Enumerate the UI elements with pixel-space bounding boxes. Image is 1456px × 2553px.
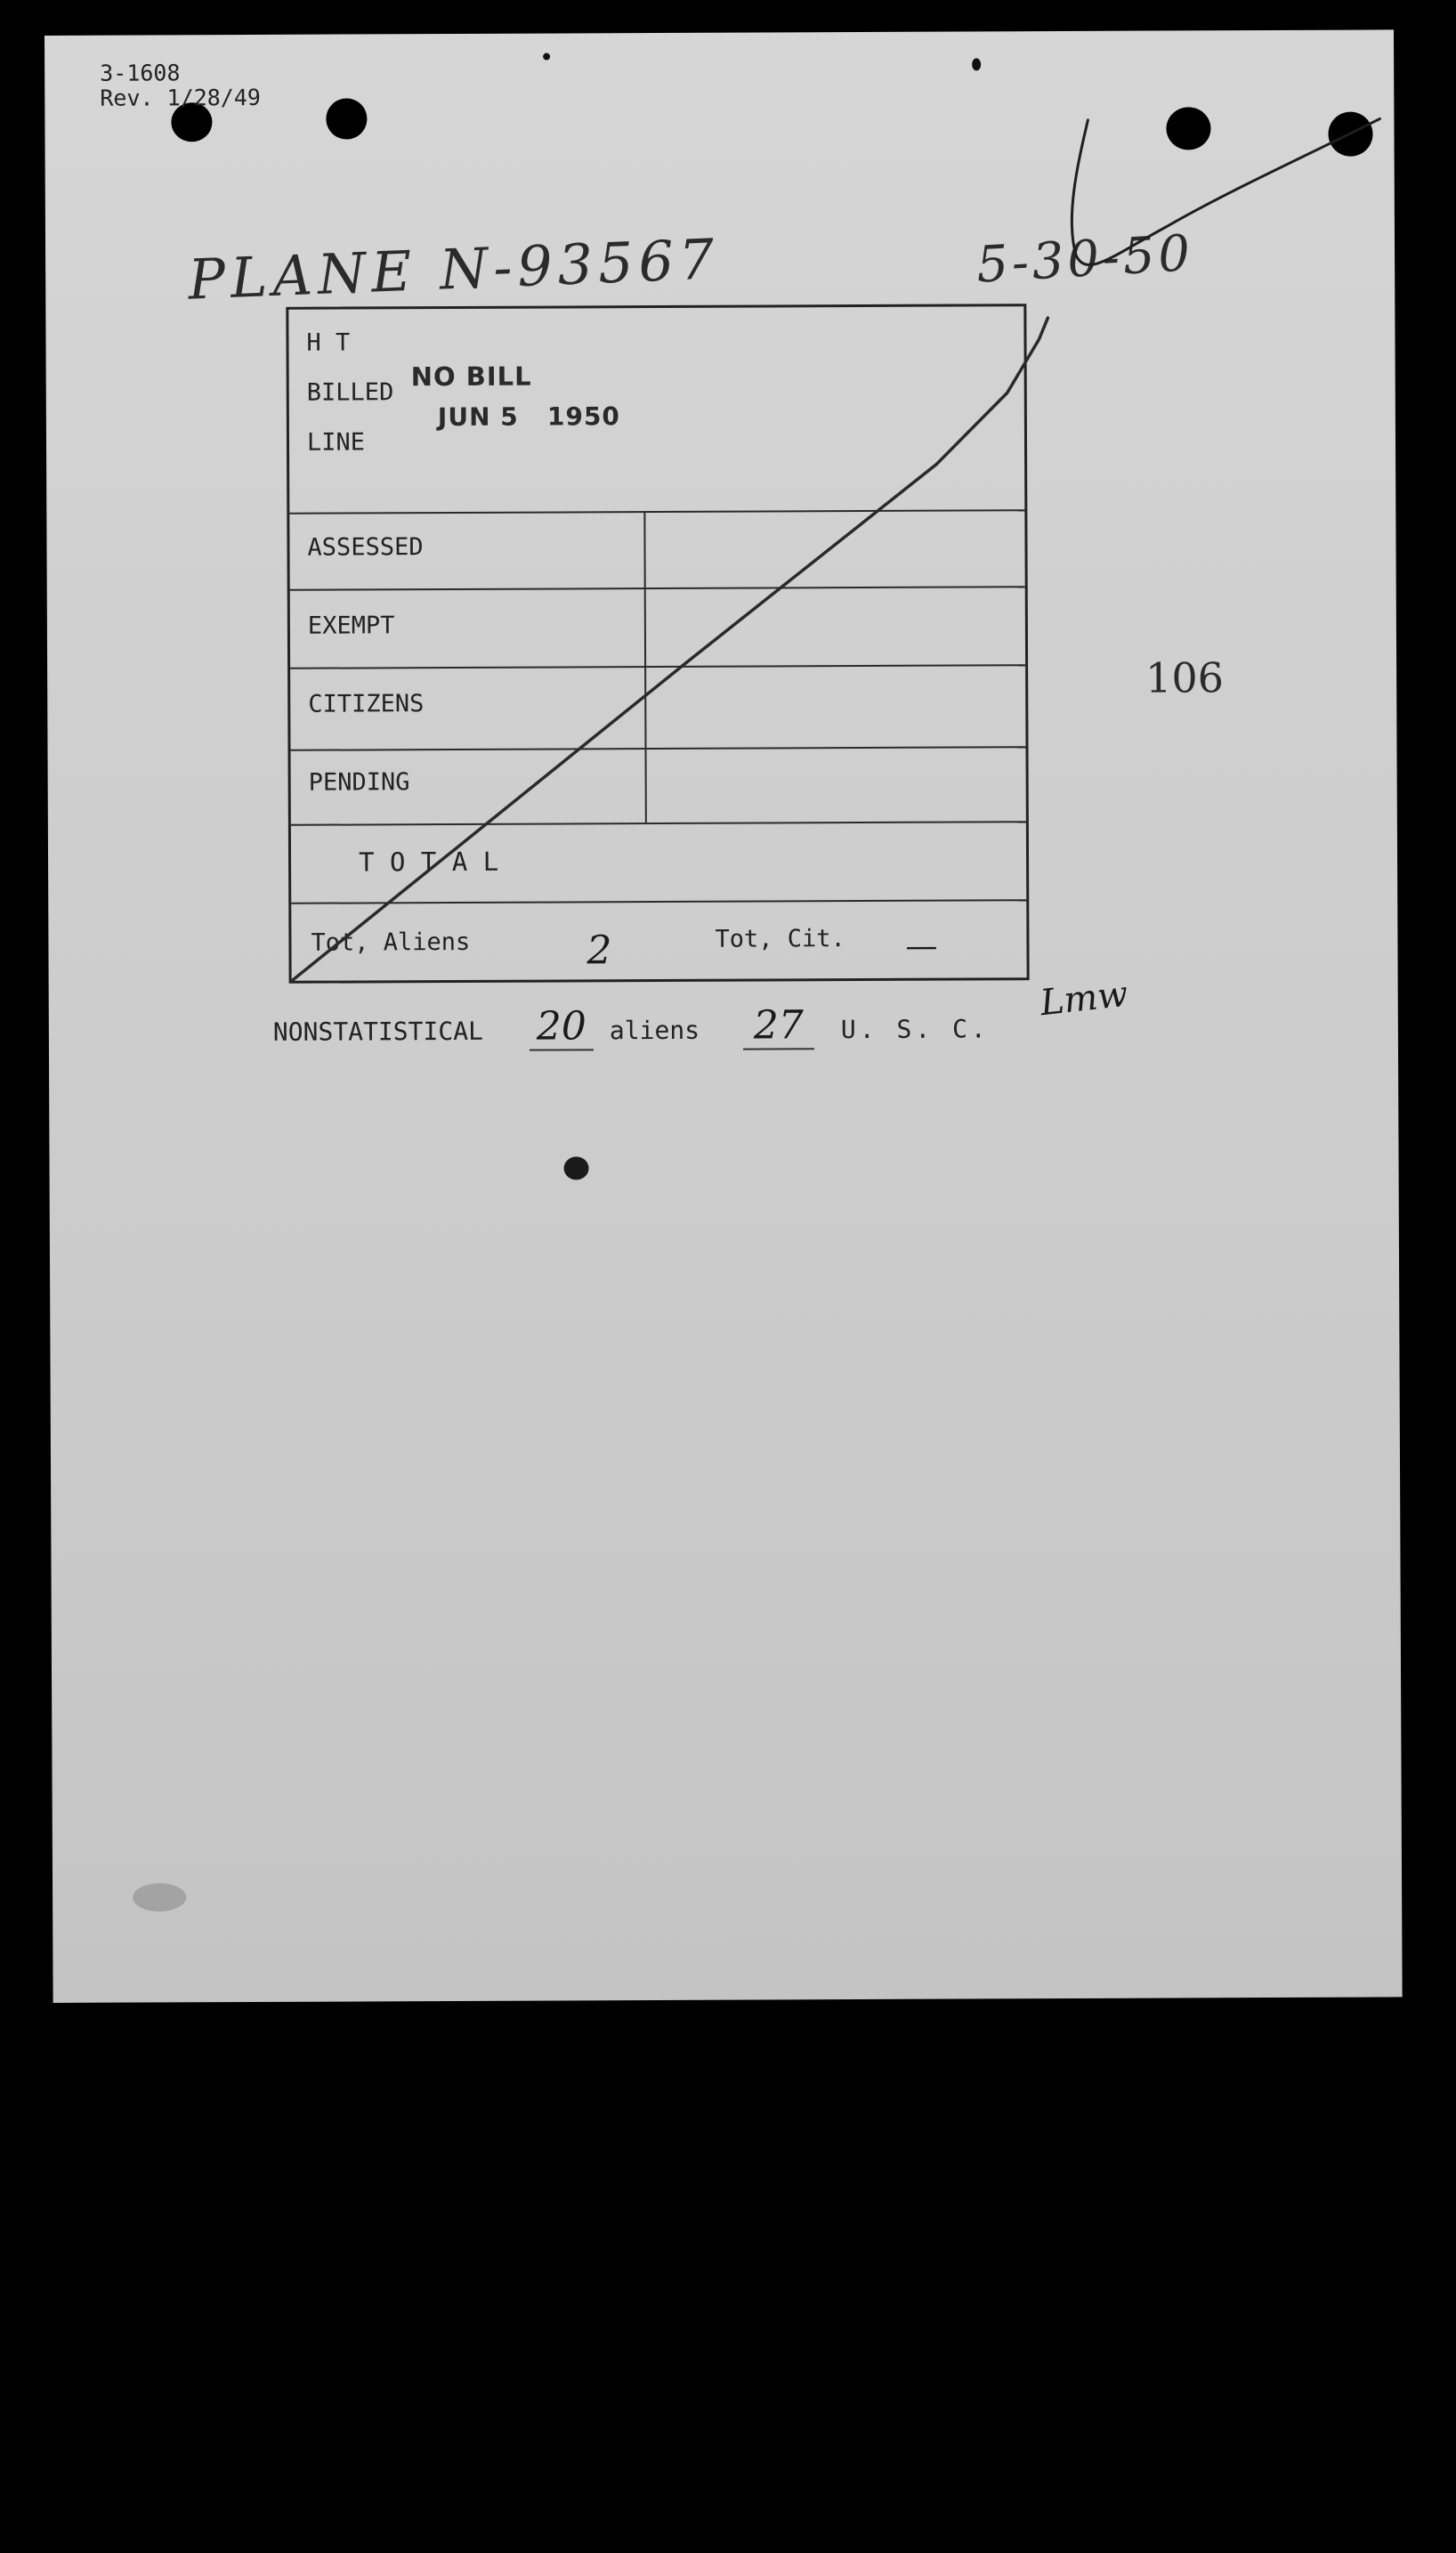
nonstatistical-aliens-label: aliens bbox=[609, 1015, 700, 1046]
pending-label: PENDING bbox=[308, 768, 410, 797]
check-mark-stroke bbox=[1072, 118, 1380, 264]
nonstatistical-usc-label: U. S. C. bbox=[840, 1014, 990, 1045]
cross-out-stroke bbox=[287, 318, 1050, 982]
ht-label: H T bbox=[306, 328, 351, 357]
assessed-label: ASSESSED bbox=[307, 533, 424, 562]
nonstatistical-usc-value: 27 bbox=[743, 1002, 814, 1050]
tot-aliens-label: Tot, Aliens bbox=[311, 928, 471, 957]
handwritten-aliens-count: 2 bbox=[586, 928, 612, 974]
handwritten-plane-number: PLANE N-93567 bbox=[186, 226, 721, 312]
line-label: LINE bbox=[306, 428, 366, 457]
handwritten-initials: Lmw bbox=[1038, 973, 1130, 1025]
nonstatistical-aliens-value: 20 bbox=[530, 1003, 594, 1050]
handwritten-number: 106 bbox=[1145, 653, 1225, 702]
document-page bbox=[44, 29, 1403, 2003]
total-label: T O T A L bbox=[358, 846, 499, 878]
citizens-label: CITIZENS bbox=[308, 690, 425, 718]
stamp-date: JUN 5 1950 bbox=[437, 401, 620, 433]
form-revision: Rev. 1/28/49 bbox=[100, 84, 261, 111]
smudge bbox=[133, 1883, 186, 1911]
billed-label: BILLED bbox=[306, 378, 394, 407]
handwritten-cit-dash: — bbox=[905, 928, 938, 965]
form-number: 3-1608 bbox=[100, 60, 181, 86]
handwritten-date: 5-30-50 bbox=[975, 224, 1195, 295]
tot-cit-label: Tot, Cit. bbox=[715, 925, 845, 953]
nonstatistical-prefix: NONSTATISTICAL bbox=[272, 1016, 483, 1047]
exempt-label: EXEMPT bbox=[307, 612, 395, 640]
pen-strokes bbox=[44, 29, 1403, 2003]
no-bill-stamp: NO BILL bbox=[410, 361, 532, 393]
